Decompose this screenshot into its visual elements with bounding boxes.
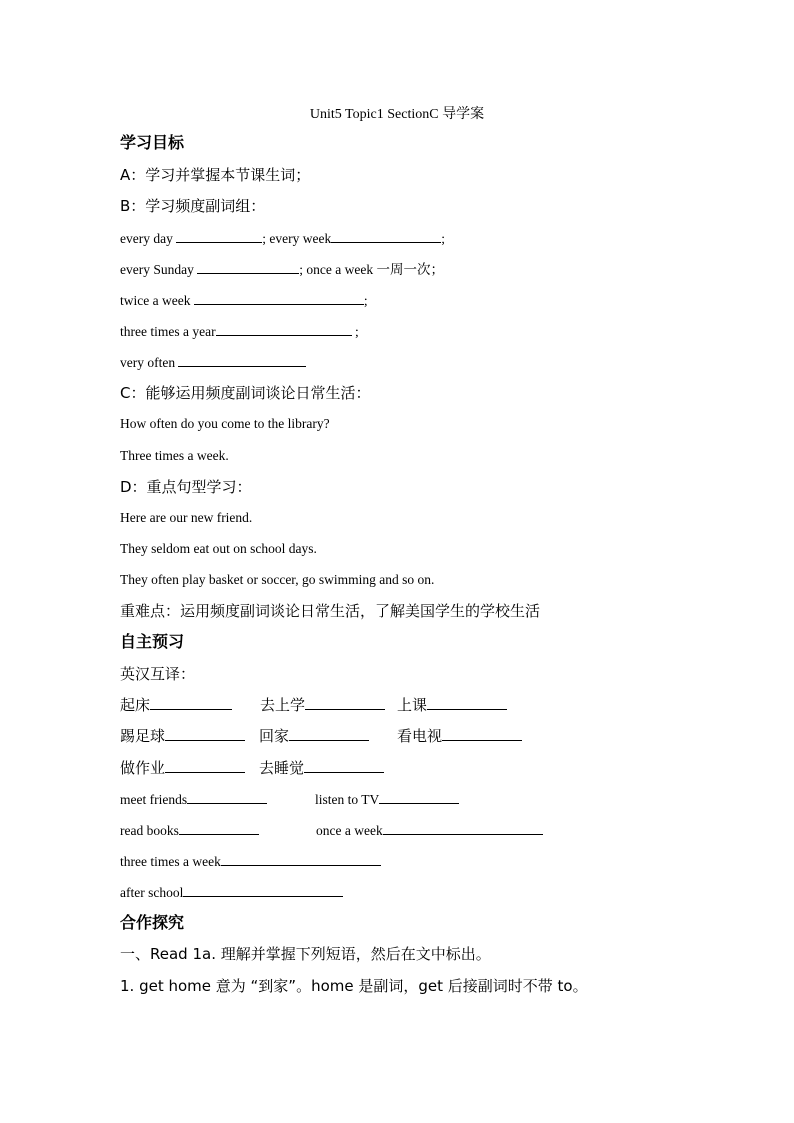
phrase-three-times-a-year: three times a year bbox=[120, 324, 216, 339]
punctuation: ; bbox=[441, 231, 445, 246]
answer-blank[interactable] bbox=[150, 695, 232, 710]
answer-blank[interactable] bbox=[183, 882, 343, 897]
key-points: 重难点：运用频度副词谈论日常生活，了解美国学生的学校生活 bbox=[120, 602, 541, 620]
answer-blank[interactable] bbox=[216, 321, 352, 336]
translation-instruction: 英汉互译： bbox=[120, 665, 196, 683]
example-question: How often do you come to the library? bbox=[120, 416, 330, 431]
section-heading-explore: 合作探究 bbox=[120, 913, 185, 932]
vocab-item: 做作业 bbox=[120, 759, 166, 777]
adverb-row-3 bbox=[120, 290, 368, 311]
punctuation: ; bbox=[363, 293, 368, 308]
section-heading-preview: 自主预习 bbox=[120, 632, 185, 651]
vocab-item: once a week bbox=[316, 823, 383, 838]
page-title: Unit5 Topic1 SectionC 导学案 bbox=[309, 107, 485, 122]
answer-blank[interactable] bbox=[304, 758, 384, 773]
answer-blank[interactable] bbox=[331, 228, 441, 243]
en-row-2 bbox=[120, 820, 543, 841]
answer-blank[interactable] bbox=[178, 352, 306, 367]
vocab-item: 回家 bbox=[259, 727, 290, 745]
objective-b: B：学习频度副词组： bbox=[120, 197, 266, 215]
sentence-2: They seldom eat out on school days. bbox=[120, 541, 317, 556]
phrase-every-week: ; every week bbox=[262, 231, 332, 246]
vocab-item: 上课 bbox=[397, 696, 428, 714]
sentence-1: Here are our new friend. bbox=[120, 510, 253, 525]
adverb-row-4 bbox=[120, 321, 359, 342]
answer-blank[interactable] bbox=[427, 695, 507, 710]
adverb-row-5 bbox=[120, 352, 306, 373]
zh-row-2 bbox=[120, 726, 522, 746]
answer-blank[interactable] bbox=[165, 726, 245, 741]
answer-blank[interactable] bbox=[176, 228, 262, 243]
vocab-item: 去上学 bbox=[260, 696, 306, 714]
adverb-row-1 bbox=[120, 228, 445, 249]
example-answer: Three times a week. bbox=[120, 448, 229, 463]
punctuation: ; bbox=[351, 324, 359, 339]
answer-blank[interactable] bbox=[379, 789, 459, 804]
phrase-every-day: every day bbox=[120, 231, 177, 246]
zh-row-1 bbox=[120, 695, 507, 715]
vocab-item: 看电视 bbox=[397, 727, 443, 745]
answer-blank[interactable] bbox=[305, 695, 385, 710]
vocab-item: read books bbox=[120, 823, 179, 838]
vocab-item: three times a week bbox=[120, 854, 221, 869]
vocab-item: 踢足球 bbox=[120, 727, 166, 745]
objective-c: C：能够运用频度副词谈论日常生活： bbox=[120, 384, 371, 402]
explore-item-1: 1. get home 意为 “到家”。home 是副词，get 后接副词时不带 to。 bbox=[120, 977, 588, 995]
answer-blank[interactable] bbox=[179, 820, 259, 835]
en-row-4 bbox=[120, 882, 343, 903]
vocab-item: meet friends bbox=[120, 792, 188, 807]
answer-blank[interactable] bbox=[194, 290, 364, 305]
vocab-item: 起床 bbox=[120, 696, 151, 714]
en-row-3 bbox=[120, 851, 381, 872]
answer-blank[interactable] bbox=[197, 259, 299, 274]
zh-row-3 bbox=[120, 758, 384, 778]
answer-blank[interactable] bbox=[187, 789, 267, 804]
answer-blank[interactable] bbox=[165, 758, 245, 773]
vocab-item: 去睡觉 bbox=[259, 759, 305, 777]
objective-d: D：重点句型学习： bbox=[120, 478, 252, 496]
vocab-item: after school bbox=[120, 885, 184, 900]
explore-instruction: 一、Read 1a. 理解并掌握下列短语，然后在文中标出。 bbox=[120, 945, 491, 963]
answer-blank[interactable] bbox=[442, 726, 522, 741]
answer-blank[interactable] bbox=[289, 726, 369, 741]
phrase-twice-a-week: twice a week bbox=[120, 293, 194, 308]
phrase-once-a-week: ; once a week 一周一次； bbox=[299, 262, 444, 277]
vocab-item: listen to TV bbox=[315, 792, 380, 807]
section-heading-objectives: 学习目标 bbox=[120, 133, 185, 152]
phrase-very-often: very often bbox=[120, 355, 179, 370]
answer-blank[interactable] bbox=[221, 851, 381, 866]
adverb-row-2 bbox=[120, 259, 444, 280]
objective-a: A：学习并掌握本节课生词； bbox=[120, 166, 311, 184]
answer-blank[interactable] bbox=[383, 820, 543, 835]
phrase-every-sunday: every Sunday bbox=[120, 262, 198, 277]
en-row-1 bbox=[120, 789, 459, 810]
sentence-3: They often play basket or soccer, go swimming and so on. bbox=[120, 572, 435, 587]
